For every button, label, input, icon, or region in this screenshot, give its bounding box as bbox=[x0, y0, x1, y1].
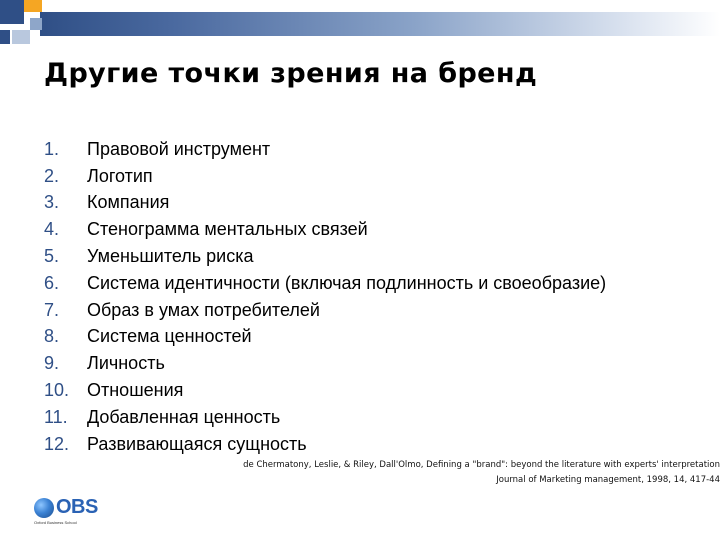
item-number: 3. bbox=[44, 192, 60, 213]
list-item bbox=[44, 243, 606, 270]
item-number: 2. bbox=[44, 165, 60, 186]
item-number: 8. bbox=[44, 326, 60, 347]
item-text: Система идентичности (включая подлинность и своеобразие) bbox=[87, 272, 607, 293]
numbered-list bbox=[44, 136, 606, 458]
list-item bbox=[44, 377, 606, 404]
item-number: 6. bbox=[44, 272, 60, 293]
decor-square bbox=[12, 30, 30, 44]
list-item bbox=[44, 431, 606, 458]
item-text: Компания bbox=[87, 192, 170, 213]
item-text: Уменьшитель риска bbox=[87, 246, 254, 267]
item-number: 10. bbox=[44, 380, 70, 401]
item-text: Отношения bbox=[87, 380, 184, 401]
item-text: Развивающаяся сущность bbox=[87, 433, 307, 454]
item-text: Образ в умах потребителей bbox=[87, 299, 320, 320]
item-number: 7. bbox=[44, 299, 60, 320]
list-item bbox=[44, 404, 606, 431]
list-item bbox=[44, 136, 606, 163]
item-text: Правовой инструмент bbox=[87, 138, 271, 159]
item-text: Система ценностей bbox=[87, 326, 252, 347]
list-item bbox=[44, 163, 606, 190]
header-gradient-band bbox=[40, 12, 720, 36]
decorative-squares bbox=[0, 0, 60, 48]
item-number: 12. bbox=[44, 433, 70, 454]
slide-title: Другие точки зрения на бренд bbox=[44, 58, 538, 89]
citation bbox=[243, 458, 720, 488]
list-item bbox=[44, 350, 606, 377]
item-number: 9. bbox=[44, 353, 60, 374]
decor-square bbox=[30, 18, 42, 30]
globe-icon bbox=[34, 498, 54, 518]
item-number: 5. bbox=[44, 246, 60, 267]
logo-tagline: Oxford Business School bbox=[34, 520, 77, 525]
decor-square bbox=[0, 30, 10, 44]
item-text: Личность bbox=[87, 353, 165, 374]
item-number: 4. bbox=[44, 219, 60, 240]
citation-line-2: Journal of Marketing management, 1998, 14, 417-44 bbox=[496, 475, 720, 485]
item-text: Стенограмма ментальных связей bbox=[87, 219, 368, 240]
item-text: Логотип bbox=[87, 165, 153, 186]
decor-square-orange bbox=[24, 0, 42, 12]
obs-logo bbox=[34, 496, 98, 528]
decor-square bbox=[0, 0, 24, 24]
item-text: Добавленная ценность bbox=[87, 406, 281, 427]
list-item bbox=[44, 216, 606, 243]
list-item bbox=[44, 324, 606, 351]
list-item bbox=[44, 270, 606, 297]
list-item bbox=[44, 190, 606, 217]
item-number: 1. bbox=[44, 138, 60, 159]
item-number: 11. bbox=[44, 406, 68, 427]
list-item bbox=[44, 297, 606, 324]
citation-line-1: de Chermatony, Leslie, & Riley, Dall'Olmo, Defining a "brand": beyond the literature with experts' interpretation bbox=[243, 460, 720, 470]
logo-text: OBS bbox=[56, 496, 98, 518]
